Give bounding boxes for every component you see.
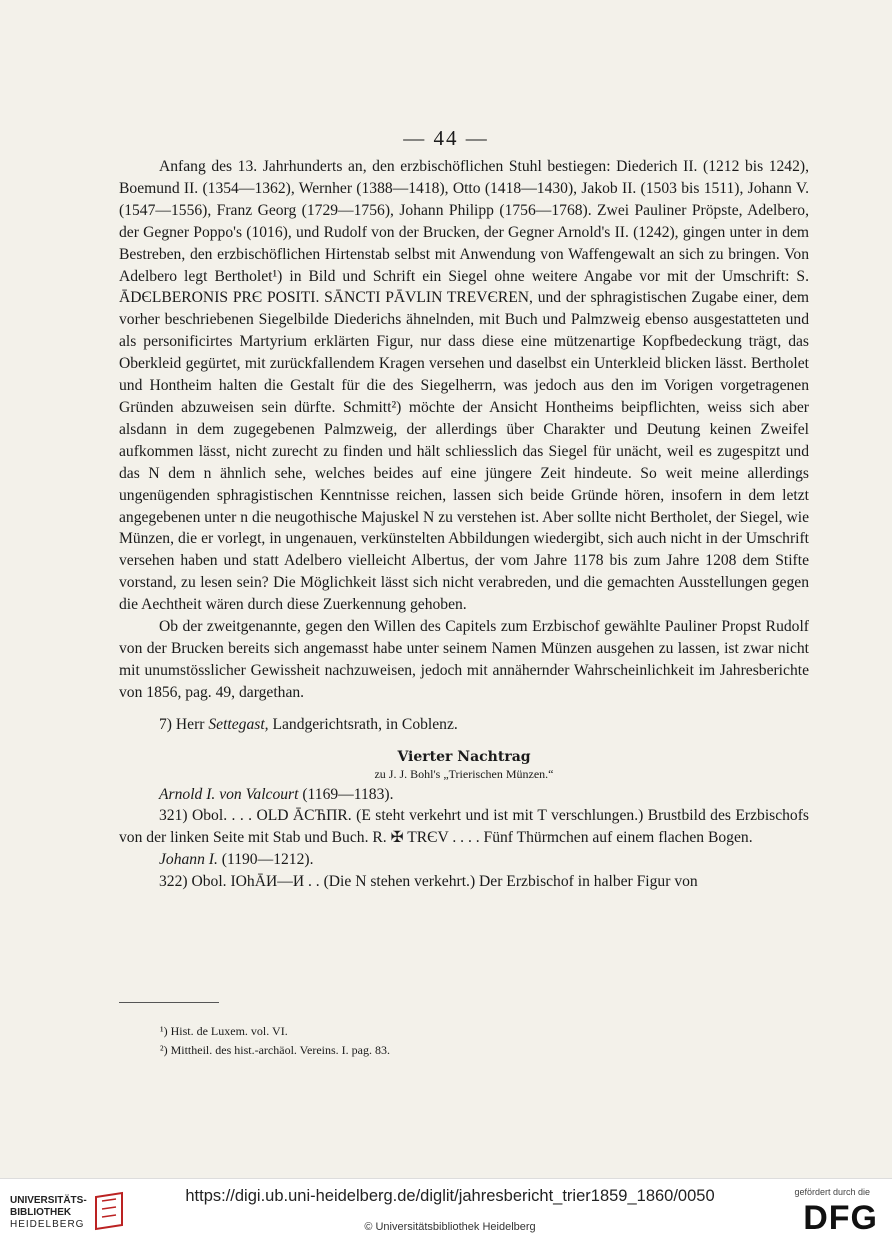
permalink-url[interactable]: https://digi.ub.uni-heidelberg.de/diglit/jahresbericht_trier1859_1860/0050: [185, 1187, 715, 1205]
coin-entry-322: 322) Obol. IOhĀИ—И . . (Die N stehen verkehrt.) Der Erzbischof in halber Figur von: [159, 873, 698, 891]
library-seal-icon: [92, 1191, 126, 1231]
viewer-footer: [0, 1178, 892, 1245]
item-7-prefix: 7) Herr: [159, 715, 209, 733]
library-logo-line2: BIBLIOTHEK: [10, 1207, 72, 1218]
section-heading: Vierter Nachtrag: [397, 748, 531, 765]
library-logo-line3: HEIDELBERG: [10, 1219, 85, 1230]
funding-note: gefördert durch die: [794, 1187, 870, 1197]
ruler-years: (1169—1183).: [298, 785, 394, 803]
item-7: [119, 714, 809, 736]
ruler-entry-2: [119, 849, 809, 871]
item-7-suffix: Landgerichtsrath, in Coblenz.: [268, 715, 458, 733]
paragraph-1: Anfang des 13. Jahrhunderts an, den erzbischöflichen Stuhl bestiegen: Diederich II. (1212 bis 1242), Boemund II. (1354—1362), Wernher (1388—1418), Otto (1418—1430), Jakob II. (1503 bis 1511), Johann V. (1547—1556), Franz Georg (1729—1756), Johann Philipp (1756—1768). Zwei Pauliner Pröpste, Adelbero, der Gegner Poppo's (1016), und Rudolf von der Brucken, der Gegner Arnold's II. (1242), gingen unter in dem Bestreben, den erzbischöflichen Hirtenstab selbst mit Anwendung von Waffengewalt an sich zu bringen. Von Adelbero legt Bertholet¹) in Bild und Schrift ein Siegel ohne weitere Angabe vor mit der Umschrift: S. ĀDЄLBERONIS PRЄ POSITI. SĀNCTI PĀVLIN TREVЄREN, und der sphragistischen Zugabe einer, dem vorher beschriebenen Siegelbilde Diederichs ähnelnden, mit Buch und Palmzweig ebenso ausgestatteten und als personificirtes Martyrium erklärten Figur, nur dass diese eine mützenartige Kopfbedeckung trägt, das Oberkleid gegürtet, mit zurückfallendem Kragen versehen und daselbst ein Unterkleid blicken lässt. Bertholet und Hontheim halten die Gestalt für die des Siegelherrn, was jedoch aus den im Vorigen vorgetragenen Gründen abzuweisen sein dürfte. Schmitt²) möchte der Ansicht Hontheims beipflichten, weiss sich aber alsdann in dem zugegebenen Palmzweig, der allerdings über Charakter und Deutung keinen Zweifel aufkommen lässt, nicht zurecht zu finden und hält schliesslich das Siegel für unächt, weil es zugespitzt und das N dem n ähnlich sehe, welches beides auf eine jüngere Zeit hindeute. So weit meine allerdings ungenügenden sphragistischen Kenntnisse reichen, lassen sich beide Gründe hören, insofern in dem letzt angegebenen unter n die neugothische Majuskel N zu verstehen ist. Aber sollte nicht Bertholet, der Siegel, wie Münzen, die er vorlegt, in ungenauen, verkünstelten Abbildungen wiedergibt, sich auch nicht in der Umschrift versehen haben und statt Adelbero vielleicht Albertus, der vom Jahre 1178 bis zum Jahre 1208 dem Stifte vorstand, zu lesen sein? Die Möglichkeit lässt sich nicht verabreden, und die gemachten Ausstellungen gegen die Aechtheit wären durch diese Zuerkennung gehoben.: [119, 158, 809, 614]
dfg-logo[interactable]: DFG: [803, 1199, 878, 1237]
footnote-2: ²) Mittheil. des hist.-archäol. Vereins. I. pag. 83.: [160, 1043, 390, 1057]
item-7-name: Settegast,: [208, 715, 269, 733]
footnotes: [160, 1022, 390, 1060]
library-logo[interactable]: [10, 1195, 87, 1231]
body-text: [119, 156, 809, 893]
ruler-years: (1190—1212).: [217, 851, 314, 869]
footnote-1: ¹) Hist. de Luxem. vol. VI.: [160, 1024, 288, 1038]
ruler-name: Johann I.: [159, 851, 218, 869]
library-logo-line1: UNIVERSITÄTS-: [10, 1195, 87, 1206]
ruler-name: Arnold I. von Valcourt: [159, 785, 299, 803]
section-subheading: zu J. J. Bohl's „Trierischen Münzen.“: [374, 766, 554, 781]
ruler-entry-1: [119, 784, 809, 806]
copyright-notice: © Universitätsbibliothek Heidelberg: [364, 1221, 536, 1233]
footnote-divider: [119, 1002, 219, 1003]
page-number: — 44 —: [403, 126, 489, 150]
coin-entry-321: 321) Obol. . . . OLD ĀCЋΠR. (E steht verkehrt und ist mit T verschlungen.) Brustbild des Erzbischofs von der linken Seite mit Stab und Buch. R. ✠ TRЄV . . . . Fünf Thürmchen auf einem flachen Bogen.: [119, 807, 809, 847]
paragraph-2: Ob der zweitgenannte, gegen den Willen des Capitels zum Erzbischof gewählte Pauliner Propst Rudolf von der Brucken bereits sich angemasst habe unter seinem Namen Münzen ausgehen zu lassen, ist zwar nicht mit unumstösslicher Gewissheit nachzuweisen, jedoch mit annähernder Wahrscheinlichkeit im Jahresberichte von 1856, pag. 49, dargethan.: [119, 618, 809, 701]
